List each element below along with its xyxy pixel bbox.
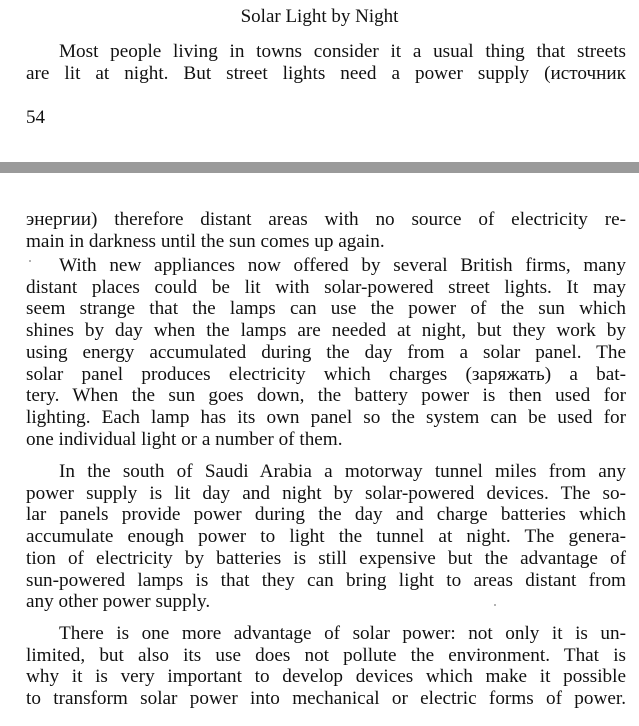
text-line: accumulate enough power to light the tunnel at night. The genera- xyxy=(26,526,626,548)
page-break-divider xyxy=(0,162,639,173)
page-title: Solar Light by Night xyxy=(240,6,399,27)
text-line: sun-powered lamps is that they can bring light to areas distant from xyxy=(26,569,626,591)
text-line: shines by day when the lamps are needed at night, but they work by xyxy=(26,320,626,342)
text-line: power supply is lit day and night by solar-powered devices. The so- xyxy=(26,482,626,504)
text-line: lighting. Each lamp has its own panel so the system can be used for xyxy=(26,406,626,428)
text-line: solar panel produces electricity which charges (заряжать) a bat- xyxy=(26,363,626,385)
page-number: 54 xyxy=(26,107,45,128)
scan-speck xyxy=(494,604,496,606)
text-line: using energy accumulated during the day from a solar panel. The xyxy=(26,341,626,363)
intro-paragraph xyxy=(26,41,626,84)
text-line: Most people living in towns consider it a usual thing that streets xyxy=(59,41,626,62)
scan-speck xyxy=(29,260,31,262)
text-line: one individual light or a number of them. xyxy=(26,428,343,450)
text-line: limited, but also its use does not pollute the environment. That is xyxy=(26,644,626,666)
text-line: distant places could be lit with solar-powered street lights. It may xyxy=(26,276,626,298)
text-line: main in darkness until the sun comes up again. xyxy=(26,230,385,252)
paragraph-continuation xyxy=(26,209,626,252)
text-line: are lit at night. But street lights need a power supply (источник xyxy=(26,62,626,84)
text-line: tion of electricity by batteries is still expensive but the advantage of xyxy=(26,547,626,569)
text-line: энергии) therefore distant areas with no source of electricity re- xyxy=(26,209,626,230)
text-line: In the south of Saudi Arabia a motorway tunnel miles from any xyxy=(59,461,626,482)
text-line: seem strange that the lamps can use the power of the sun which xyxy=(26,298,626,320)
text-line: why it is very important to develop devices which make it possible xyxy=(26,666,626,688)
text-line: to transform solar power into mechanical or electric forms of power. xyxy=(26,688,626,710)
paragraph-advantage xyxy=(26,623,626,710)
text-line: any other power supply. xyxy=(26,591,211,613)
text-line: There is one more advantage of solar power: not only it is un- xyxy=(59,623,626,644)
text-line: tery. When the sun goes down, the battery power is then used for xyxy=(26,385,626,407)
text-line: With new appliances now offered by several British firms, many xyxy=(59,255,626,276)
paragraph-solar-lights xyxy=(26,255,626,450)
paragraph-saudi-tunnel xyxy=(26,461,626,613)
text-line: lar panels provide power during the day and charge batteries which xyxy=(26,504,626,526)
